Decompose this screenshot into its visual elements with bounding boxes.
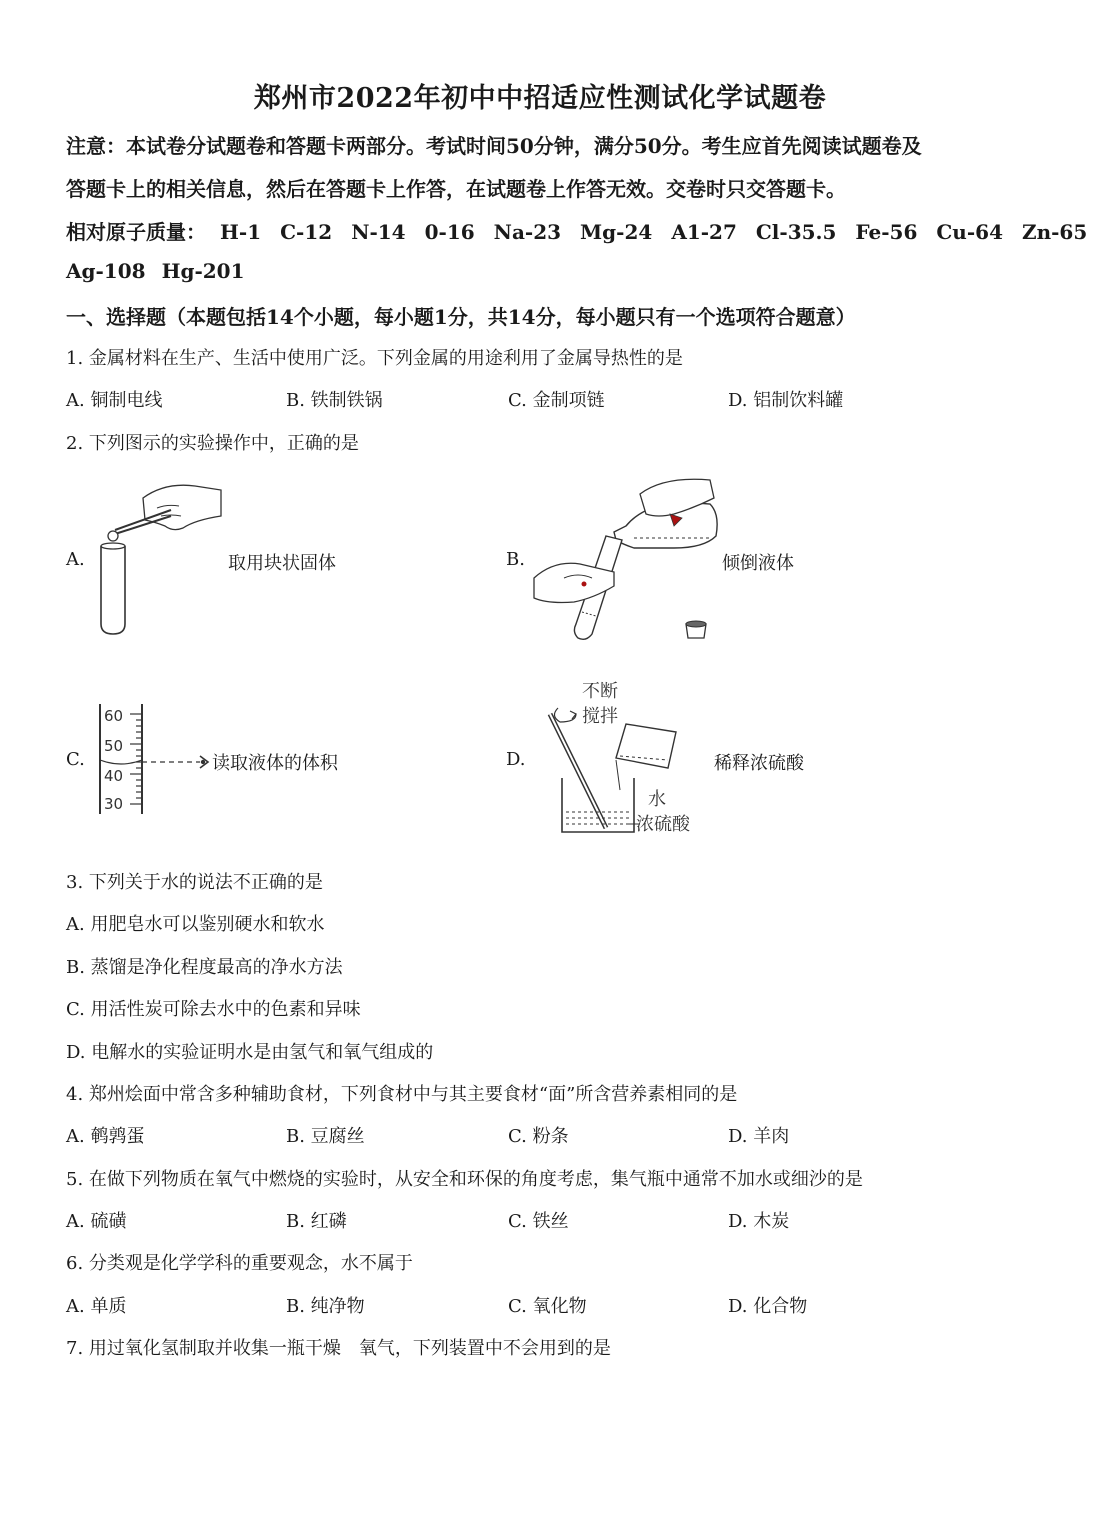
figure-b-caption: 倾倒液体 — [722, 553, 794, 574]
atomic-mass-item: Cl-35.5 — [755, 220, 837, 244]
question-1-option-c: C. 金制项链 — [508, 390, 605, 411]
question-5-option-d: D. 木炭 — [728, 1211, 790, 1232]
question-7-stem: 7. 用过氧化氢制取并收集一瓶干燥 氧气，下列装置中不会用到的是 — [66, 1338, 611, 1359]
question-4-option-d: D. 羊肉 — [728, 1126, 790, 1147]
acid-label: 浓硫酸 — [636, 814, 690, 835]
stir-label-line-1: 不断 — [582, 681, 618, 702]
question-4-stem: 4. 郑州烩面中常含多种辅助食材，下列食材中与其主要食材“面”所含营养素相同的是 — [66, 1084, 738, 1105]
page-title: 郑州市2022年初中中招适应性测试化学试题卷 — [253, 83, 827, 114]
atomic-mass-label: 相对原子质量： — [66, 220, 206, 244]
question-6-option-b: B. 纯净物 — [286, 1296, 365, 1317]
question-1-option-a: A. 铜制电线 — [66, 390, 163, 411]
stir-label-line-2: 搅拌 — [582, 706, 618, 727]
question-3-option-c: C. 用活性炭可除去水中的色素和异味 — [66, 999, 361, 1020]
atomic-mass-row — [66, 216, 1106, 245]
atomic-mass-item: Mg-24 — [580, 220, 653, 244]
question-1-option-b: B. 铁制铁锅 — [286, 390, 383, 411]
atomic-mass-item: 0-16 — [424, 220, 475, 244]
dilution-illustration — [536, 678, 706, 840]
atomic-mass-item: Fe-56 — [855, 220, 918, 244]
figure-d-caption: 稀释浓硫酸 — [714, 753, 804, 774]
question-3-option-a: A. 用肥皂水可以鉴别硬水和软水 — [66, 914, 325, 935]
notice-line-2: 答题卡上的相关信息，然后在答题卡上作答，在试题卷上作答无效。交卷时只交答题卡。 — [66, 177, 846, 201]
question-4-option-a: A. 鹌鹑蛋 — [66, 1126, 145, 1147]
figure-c-caption: 读取液体的体积 — [212, 753, 338, 774]
question-6-option-c: C. 氧化物 — [508, 1296, 587, 1317]
atomic-mass-item: Na-23 — [493, 220, 562, 244]
question-3-option-b: B. 蒸馏是净化程度最高的净水方法 — [66, 957, 343, 978]
cylinder-tick-label: 30 — [104, 795, 124, 813]
question-2-stem: 2. 下列图示的实验操作中，正确的是 — [66, 433, 359, 454]
atomic-mass-row-2 — [66, 259, 261, 283]
question-3-option-d: D. 电解水的实验证明水是由氢气和氧气组成的 — [66, 1042, 434, 1063]
question-3-stem: 3. 下列关于水的说法不正确的是 — [66, 872, 323, 893]
figure-c-label: C. — [66, 749, 85, 770]
question-1-stem: 1. 金属材料在生产、生活中使用广泛。下列金属的用途利用了金属导热性的是 — [66, 348, 683, 369]
atomic-mass-item: Zn-65 — [1021, 220, 1088, 244]
question-6-option-d: D. 化合物 — [728, 1296, 808, 1317]
question-5-option-c: C. 铁丝 — [508, 1211, 569, 1232]
question-4-option-c: C. 粉条 — [508, 1126, 569, 1147]
question-5-option-a: A. 硫磺 — [66, 1211, 127, 1232]
tongs-test-tube-illustration — [95, 478, 230, 640]
cylinder-tick-label: 50 — [104, 737, 124, 755]
atomic-mass-item: Hg-201 — [161, 259, 245, 283]
atomic-mass-item: N-14 — [351, 220, 406, 244]
figure-a-label: A. — [66, 549, 85, 570]
atomic-mass-item: C-12 — [280, 220, 333, 244]
question-5-option-b: B. 红磷 — [286, 1211, 347, 1232]
atomic-mass-item: A1-27 — [671, 220, 737, 244]
section-heading: 一、选择题（本题包括14个小题，每小题1分，共14分，每小题只有一个选项符合题意） — [66, 305, 856, 329]
atomic-mass-item: Cu-64 — [936, 220, 1003, 244]
atomic-mass-item: Ag-108 — [66, 259, 146, 283]
figure-d-label: D. — [506, 749, 526, 770]
cylinder-tick-label: 60 — [104, 707, 124, 725]
question-1-option-d: D. 铝制饮料罐 — [728, 390, 844, 411]
question-4-option-b: B. 豆腐丝 — [286, 1126, 365, 1147]
question-5-stem: 5. 在做下列物质在氧气中燃烧的实验时，从安全和环保的角度考虑，集气瓶中通常不加水或细沙的是 — [66, 1169, 863, 1190]
notice-line-1: 注意：本试卷分试题卷和答题卡两部分。考试时间50分钟，满分50分。考生应首先阅读试题卷及 — [66, 134, 922, 158]
figure-b-label: B. — [506, 549, 525, 570]
atomic-mass-item: H-1 — [220, 220, 262, 244]
graduated-cylinder-illustration — [96, 700, 216, 818]
pouring-liquid-illustration — [534, 474, 720, 644]
question-6-option-a: A. 单质 — [66, 1296, 127, 1317]
cylinder-tick-label: 40 — [104, 767, 124, 785]
water-label: 水 — [648, 789, 666, 810]
figure-a-caption: 取用块状固体 — [228, 553, 336, 574]
question-6-stem: 6. 分类观是化学学科的重要观念，水不属于 — [66, 1253, 413, 1274]
